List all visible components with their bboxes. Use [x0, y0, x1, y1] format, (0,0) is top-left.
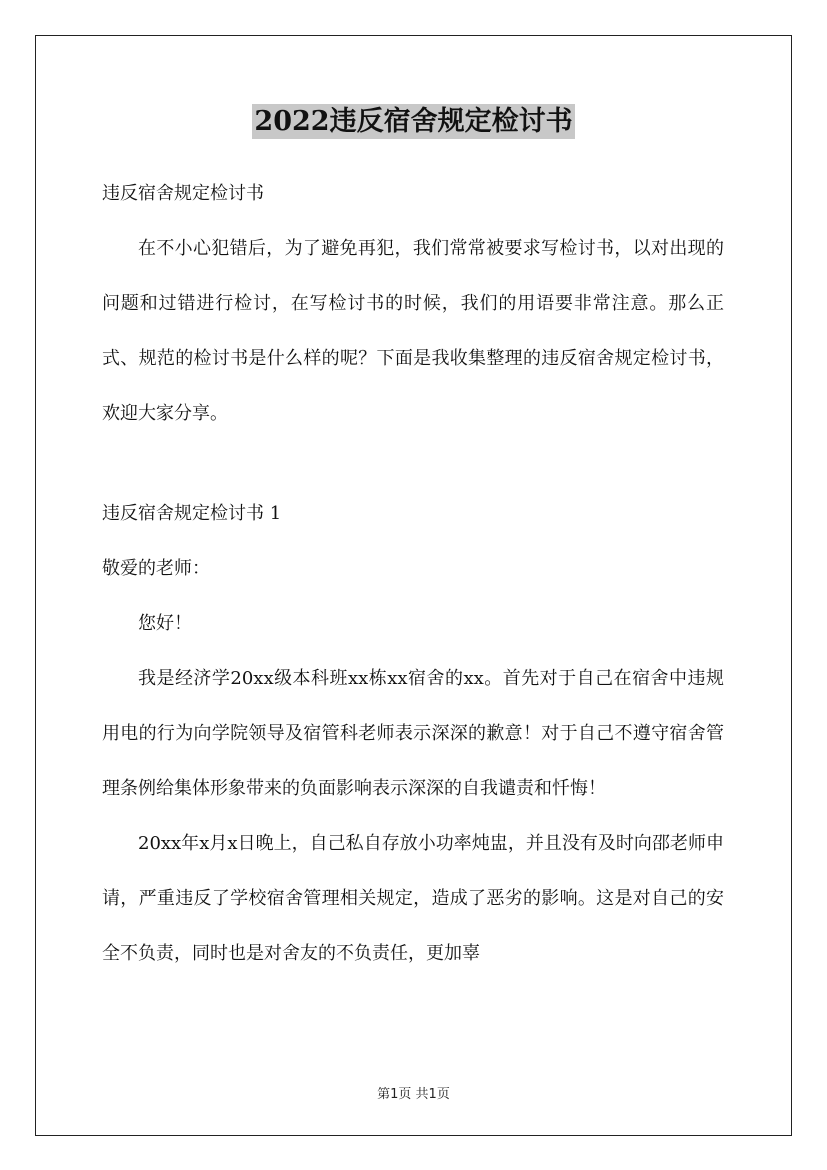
- greeting: 您好！: [138, 613, 192, 634]
- section-gap: [102, 441, 724, 486]
- intro-paragraph: 在不小心犯错后，为了避免再犯，我们常常被要求写检讨书，以对出现的问题和过错进行检讨，在写检讨书的时候，我们的用语要非常注意。那么正式、规范的检讨书是什么样的呢？下面是我收集整理的违反宿舍规定检讨书，欢迎大家分享。: [102, 238, 724, 424]
- document-subtitle: 违反宿舍规定检讨书: [102, 183, 264, 204]
- body-paragraph-1: 我是经济学20xx级本科班xx栋xx宿舍的xx。首先对于自己在宿舍中违规用电的行为向学院领导及宿管科老师表示深深的歉意！对于自己不遵守宿舍管理条例给集体形象带来的负面影响表示深深的自我谴责和忏悔！: [102, 668, 724, 799]
- document-title-text: 2022违反宿舍规定检讨书: [254, 106, 573, 137]
- page-footer: 第1页 共1页: [377, 1087, 450, 1102]
- salutation: 敬爱的老师：: [102, 558, 210, 579]
- document-body: [102, 166, 724, 981]
- document-title: [0, 100, 827, 144]
- body-paragraph-2: 20xx年x月x日晚上，自己私自存放小功率炖盅，并且没有及时向邵老师申请，严重违反了学校宿舍管理相关规定，造成了恶劣的影响。这是对自己的安全不负责，同时也是对舍友的不负责任，更加辜: [102, 833, 724, 964]
- section-heading: 违反宿舍规定检讨书 1: [102, 503, 282, 524]
